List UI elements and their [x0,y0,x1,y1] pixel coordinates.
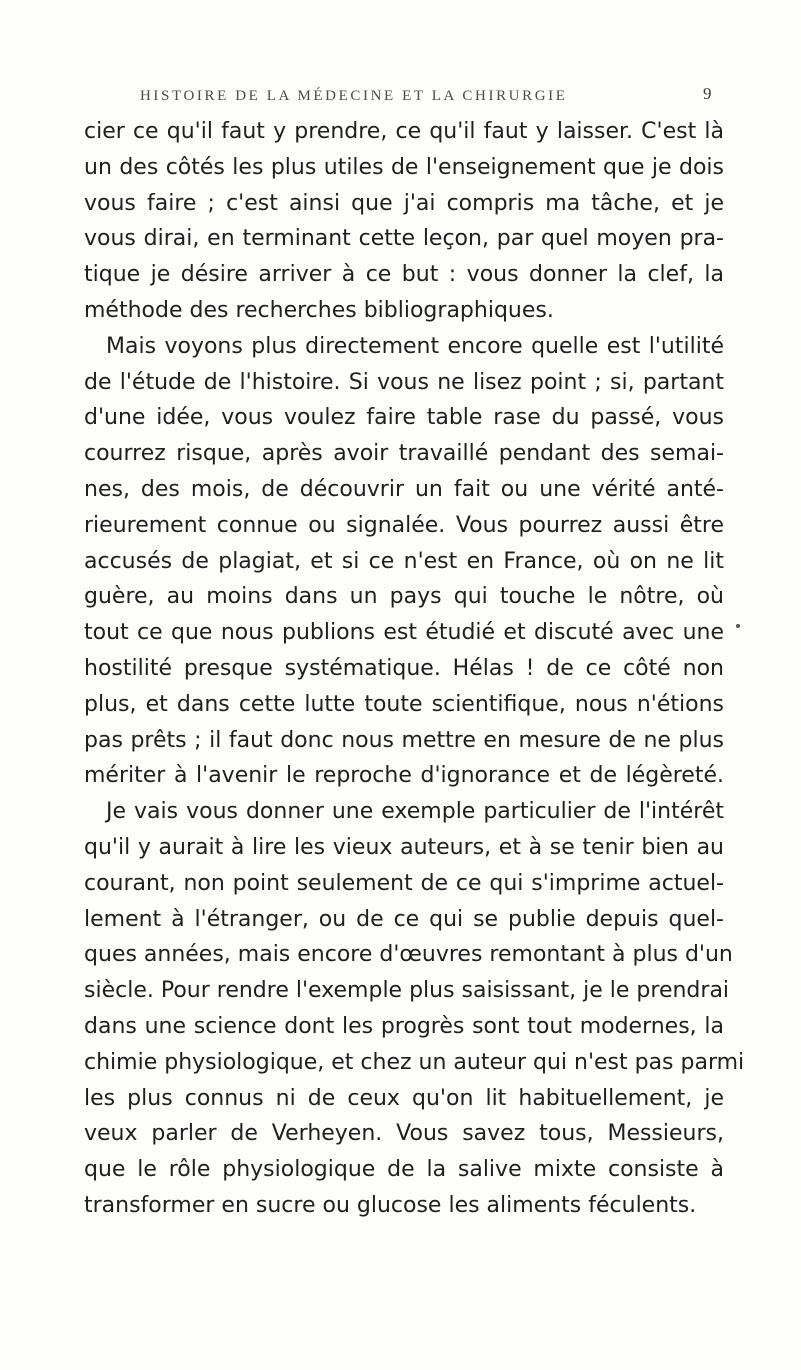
text-line: d'une idée, vous voulez faire table rase du passé, vous [84,405,724,431]
text-line: veux parler de Verheyen. Vous savez tous, Messieurs, [84,1121,724,1147]
text-line: cier ce qu'il faut y prendre, ce qu'il faut y laisser. C'est là [84,119,724,144]
text-line: tout ce que nous publions est étudié et discuté avec une [84,620,724,646]
running-title: HISTOIRE DE LA MÉDECINE ET LA CHIRURGIE [140,88,568,104]
text-line: transformer en sucre ou glucose les aliments féculents. [84,1192,697,1218]
text-line: vous dirai, en terminant cette leçon, par quel moyen pra- [84,226,724,252]
text-line: rieurement connue ou signalée. Vous pourrez aussi être [84,512,724,538]
text-line: vous faire ; c'est ainsi que j'ai compris ma tâche, et je [84,190,724,216]
text-line: nes, des mois, de découvrir un fait ou une vérité anté- [84,476,724,502]
text-line: que le rôle physiologique de la salive mixte consiste à [84,1157,724,1183]
margin-dot [736,624,740,628]
text-line: dans une science dont les progrès sont tout modernes, la [84,1013,724,1039]
text-line: Mais voyons plus directement encore quelle est l'utilité [106,333,724,359]
text-line: ques années, mais encore d'œuvres remontant à plus d'un [84,942,733,968]
text-line: méthode des recherches bibliographiques. [84,297,554,323]
text-line: courant, non point seulement de ce qui s'imprime actuel- [84,870,724,896]
text-line: plus, et dans cette lutte toute scientifique, nous n'étions [84,691,724,717]
text-line: lement à l'étranger, ou de ce qui se publie depuis quel- [84,906,724,932]
text-line: chimie physiologique, et chez un auteur qui n'est pas parmi [84,1049,745,1075]
text-line: les plus connus ni de ceux qu'on lit habituellement, je [84,1085,724,1111]
text-line: guère, au moins dans un pays qui touche le nôtre, où [84,584,724,610]
text-line: courrez risque, après avoir travaillé pendant des semai- [84,441,724,467]
text-line: hostilité presque systématique. Hélas ! de ce côté non [84,655,724,681]
body-text [84,114,745,1224]
text-line: tique je désire arriver à ce but : vous donner la clef, la [84,262,724,288]
text-line: mériter à l'avenir le reproche d'ignorance et de légèreté. [84,763,724,789]
text-line: accusés de plagiat, et si ce n'est en France, où on ne lit [84,548,724,574]
text-line: qu'il y aurait à lire les vieux auteurs, et à se tenir bien au [84,834,724,860]
text-line: Je vais vous donner une exemple particulier de l'intérêt [106,799,724,825]
page-number: 9 [703,84,712,103]
text-line: un des côtés les plus utiles de l'enseignement que je dois [84,154,724,180]
text-line: pas prêts ; il faut donc nous mettre en mesure de ne plus [84,727,724,753]
text-line: siècle. Pour rendre l'exemple plus saisissant, je le prendrai [84,978,730,1004]
text-line: de l'étude de l'histoire. Si vous ne lisez point ; si, partant [84,369,724,395]
